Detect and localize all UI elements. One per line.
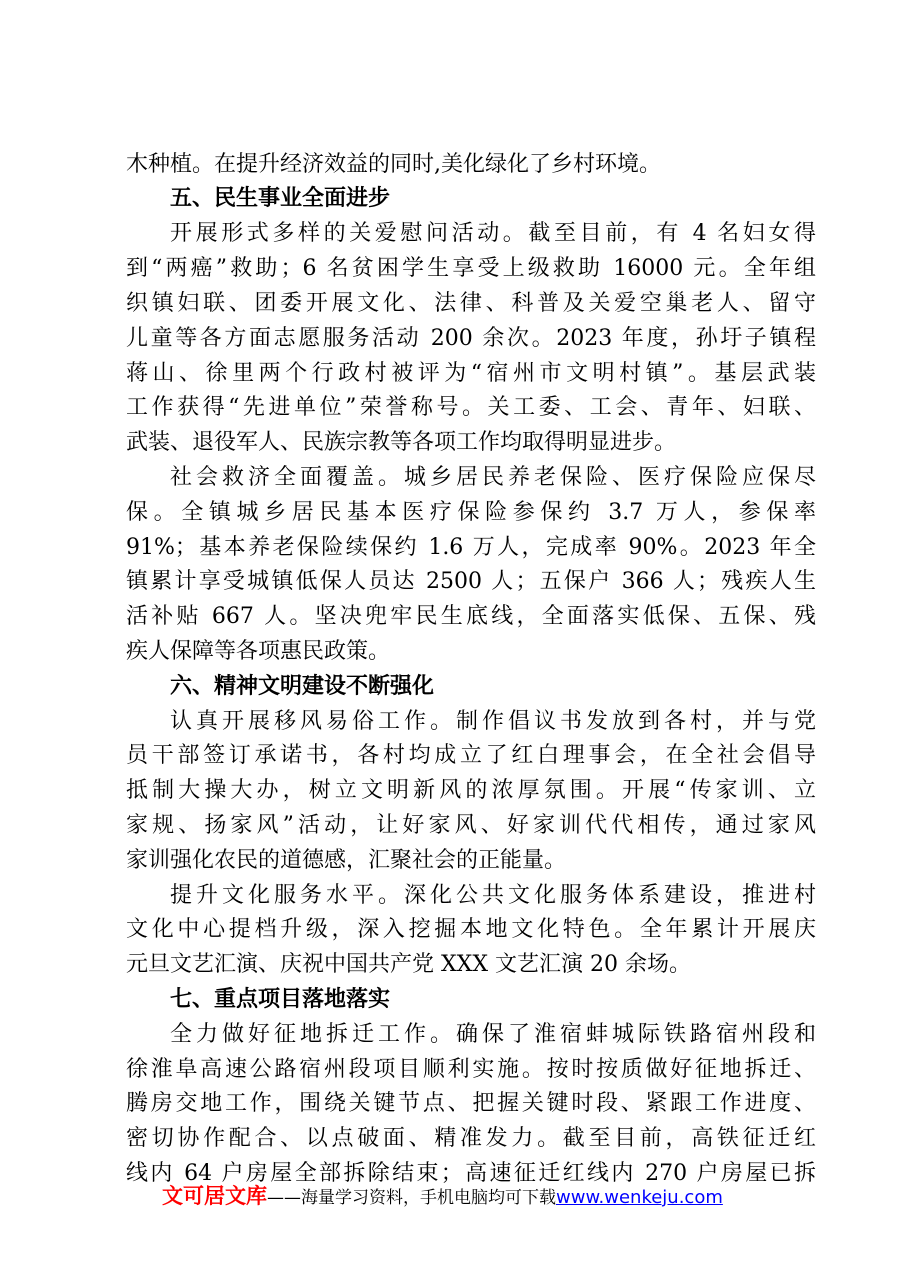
paragraph-line: 蒋山、徐里两个行政村被评为“宿州市文明村镇”。基层武装 [126,361,816,386]
paragraph-line: 员干部签订承诺书，各村均成立了红白理事会，在全社会倡导 [126,743,816,768]
paragraph-line: 徐淮阜高速公路宿州段项目顺利实施。按时按质做好征地拆迁、 [126,1057,816,1082]
paragraph-line: 社会救济全面覆盖。城乡居民养老保险、医疗保险应保尽 [170,465,816,490]
paragraph-line: 到“两癌”救助；6 名贫困学生享受上级救助 16000 元。全年组 [126,256,816,281]
paragraph-line: 腾房交地工作，围绕关键节点、把握关键时段、紧跟工作进度、 [126,1091,816,1116]
paragraph-line: 木种植。在提升经济效益的同时,美化绿化了乡村环境。 [126,152,661,177]
paragraph-line: 元旦文艺汇演、庆祝中国共产党 XXX 文艺汇演 20 余场。 [126,952,691,977]
footer-link[interactable]: www.wenkeju.com [556,1187,723,1208]
paragraph-line: 儿童等各方面志愿服务活动 200 余次。2023 年度，孙圩子镇程 [126,326,816,351]
paragraph-line: 织镇妇联、团委开展文化、法律、科普及关爱空巢老人、留守 [126,291,816,316]
paragraph-line: 镇累计享受城镇低保人员达 2500 人；五保户 366 人；残疾人生 [126,569,816,594]
paragraph-line: 工作获得“先进单位”荣誉称号。关工委、工会、青年、妇联、 [126,395,816,420]
paragraph-line: 认真开展移风易俗工作。制作倡议书发放到各村，并与党 [170,709,816,734]
paragraph-line: 全力做好征地拆迁工作。确保了淮宿蚌城际铁路宿州段和 [170,1022,816,1047]
section-heading: 五、民生事业全面进步 [170,186,391,211]
paragraph-line: 91%；基本养老保险续保约 1.6 万人，完成率 90%。2023 年全 [126,535,816,560]
paragraph-line: 家训强化农民的道德感，汇聚社会的正能量。 [126,848,567,873]
footer-brand: 文可居文库 [162,1184,267,1208]
footer-banner [162,1181,723,1211]
paragraph-line: 密切协作配合、以点破面、精准发力。截至目前，高铁征迁红 [126,1126,816,1151]
paragraph-line: 文化中心提档升级，深入挖掘本地文化特色。全年累计开展庆 [126,917,816,942]
section-heading: 七、重点项目落地落实 [170,987,391,1012]
footer-slogan: ——海量学习资料，手机电脑均可下载 [267,1188,556,1208]
paragraph-line: 开展形式多样的关爱慰问活动。截至目前，有 4 名妇女得 [170,221,816,246]
paragraph-line: 疾人保障等各项惠民政策。 [126,639,391,664]
paragraph-line: 家规、扬家风”活动，让好家风、好家训代代相传，通过家风 [126,813,816,838]
paragraph-line: 武装、退役军人、民族宗教等各项工作均取得明显进步。 [126,430,677,455]
paragraph-line: 保。全镇城乡居民基本医疗保险参保约 3.7 万人，参保率 [126,500,816,525]
paragraph-line: 线内 64 户房屋全部拆除结束；高速征迁红线内 270 户房屋已拆 [126,1161,816,1186]
paragraph-line: 提升文化服务水平。深化公共文化服务体系建设，推进村 [170,883,816,908]
section-heading: 六、精神文明建设不断强化 [170,674,435,699]
paragraph-line: 抵制大操大办，树立文明新风的浓厚氛围。开展“传家训、立 [126,778,816,803]
paragraph-line: 活补贴 667 人。坚决兜牢民生底线，全面落实低保、五保、残 [126,604,816,629]
